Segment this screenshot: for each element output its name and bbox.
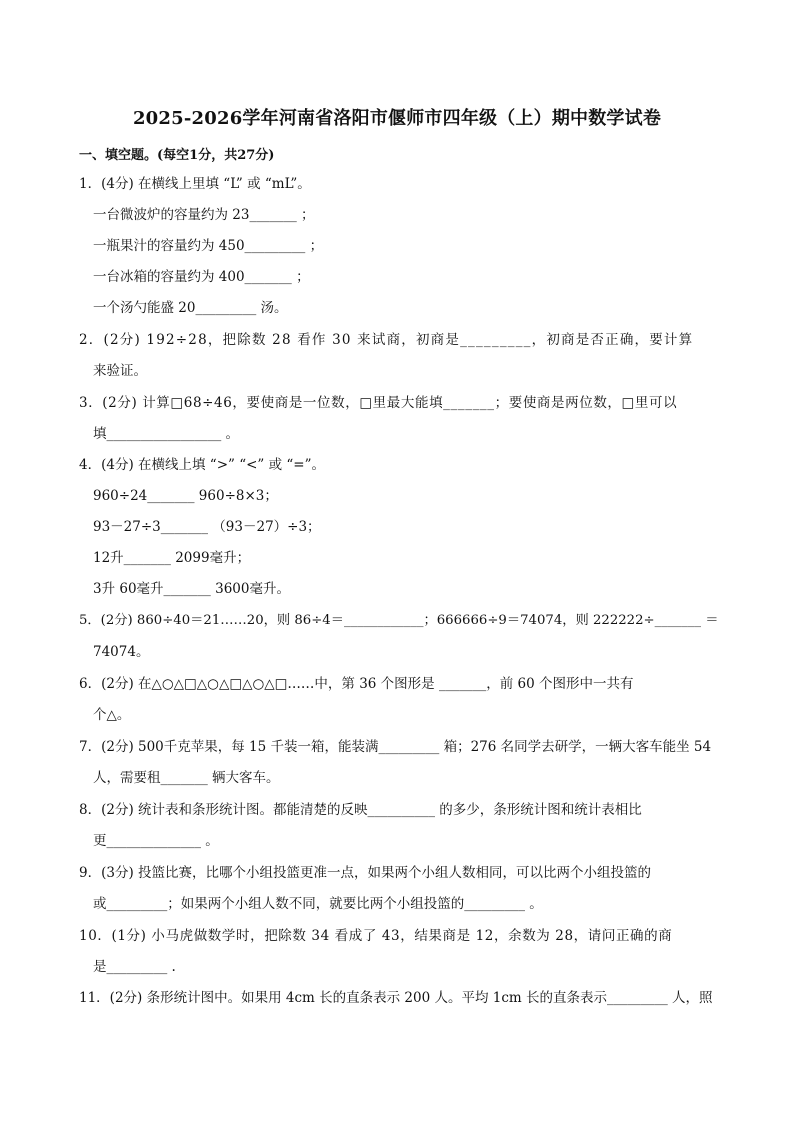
exam-title: 2025-2026学年河南省洛阳市偃师市四年级（上）期中数学试卷: [132, 108, 662, 129]
question-4-item-3: 12升_______ 2099毫升；: [93, 550, 251, 566]
question-2: 2．(2分) 192÷28，把除数 28 看作 30 来试商，初商是_________，初商是否正确，要计算: [79, 332, 694, 348]
question-10-cont: 是_________ .: [93, 959, 176, 975]
question-7-cont: 人，需要租_______ 辆大客车。: [93, 770, 280, 786]
question-5: 5．(2分) 860÷40＝21……20，则 86÷4＝____________；666666÷9＝74074，则 222222÷_______ ＝: [79, 613, 719, 628]
question-10: 10．(1分) 小马虎做数学时，把除数 34 看成了 43，结果商是 12，余数为 28，请问正确的商: [79, 928, 673, 944]
question-6: 6．(2分) 在△○△□△○△□△○△□……中，第 36 个图形是 _______，前 60 个图形中一共有: [79, 676, 634, 692]
question-8-cont: 更______________ 。: [93, 833, 219, 849]
question-4-item-2: 93－27÷3_______ （93－27）÷3；: [93, 519, 321, 535]
question-1-item-4: 一个汤勺能盛 20_________ 汤。: [93, 300, 288, 316]
question-2-cont: 来验证。: [93, 363, 147, 379]
question-3-cont: 填_________________ 。: [93, 426, 240, 442]
question-1-item-1: 一台微波炉的容量约为 23_______ ；: [93, 207, 315, 223]
question-4: 4．(4分) 在横线上填 “>” “<” 或 “=”。: [79, 457, 326, 473]
question-8: 8．(2分) 统计表和条形统计图。都能清楚的反映__________ 的多少，条形统计图和统计表相比: [79, 802, 642, 818]
question-9-cont: 或_________；如果两个小组人数不同，就要比两个小组投篮的_________ 。: [93, 896, 543, 912]
question-1: 1．(4分) 在横线上里填 “L” 或 “mL”。: [79, 176, 311, 192]
question-4-item-4: 3升 60毫升_______ 3600毫升。: [93, 581, 290, 597]
question-4-item-1: 960÷24_______ 960÷8×3；: [93, 488, 278, 504]
question-1-item-2: 一瓶果汁的容量约为 450_________ ；: [93, 238, 324, 254]
question-1-item-3: 一台冰箱的容量约为 400_______ ；: [93, 269, 310, 285]
question-6-cont: 个△。: [93, 707, 131, 723]
question-9: 9．(3分) 投篮比赛，比哪个小组投篮更准一点，如果两个小组人数相同，可以比两个小组投篮的: [79, 865, 652, 881]
question-5-cont: 74074。: [93, 644, 150, 660]
question-3: 3．(2分) 计算□68÷46，要使商是一位数，□里最大能填_______；要使商是两位数，□里可以: [79, 395, 678, 411]
section-heading: 一、填空题。(每空1分，共27分): [79, 148, 275, 163]
question-11: 11．(2分) 条形统计图中。如果用 4cm 长的直条表示 200 人。平均 1cm 长的直条表示_________ 人，照: [79, 990, 713, 1006]
question-7: 7．(2分) 500千克苹果，每 15 千装一箱，能装满_________ 箱；276 名同学去研学，一辆大客车能坐 54: [79, 739, 712, 755]
